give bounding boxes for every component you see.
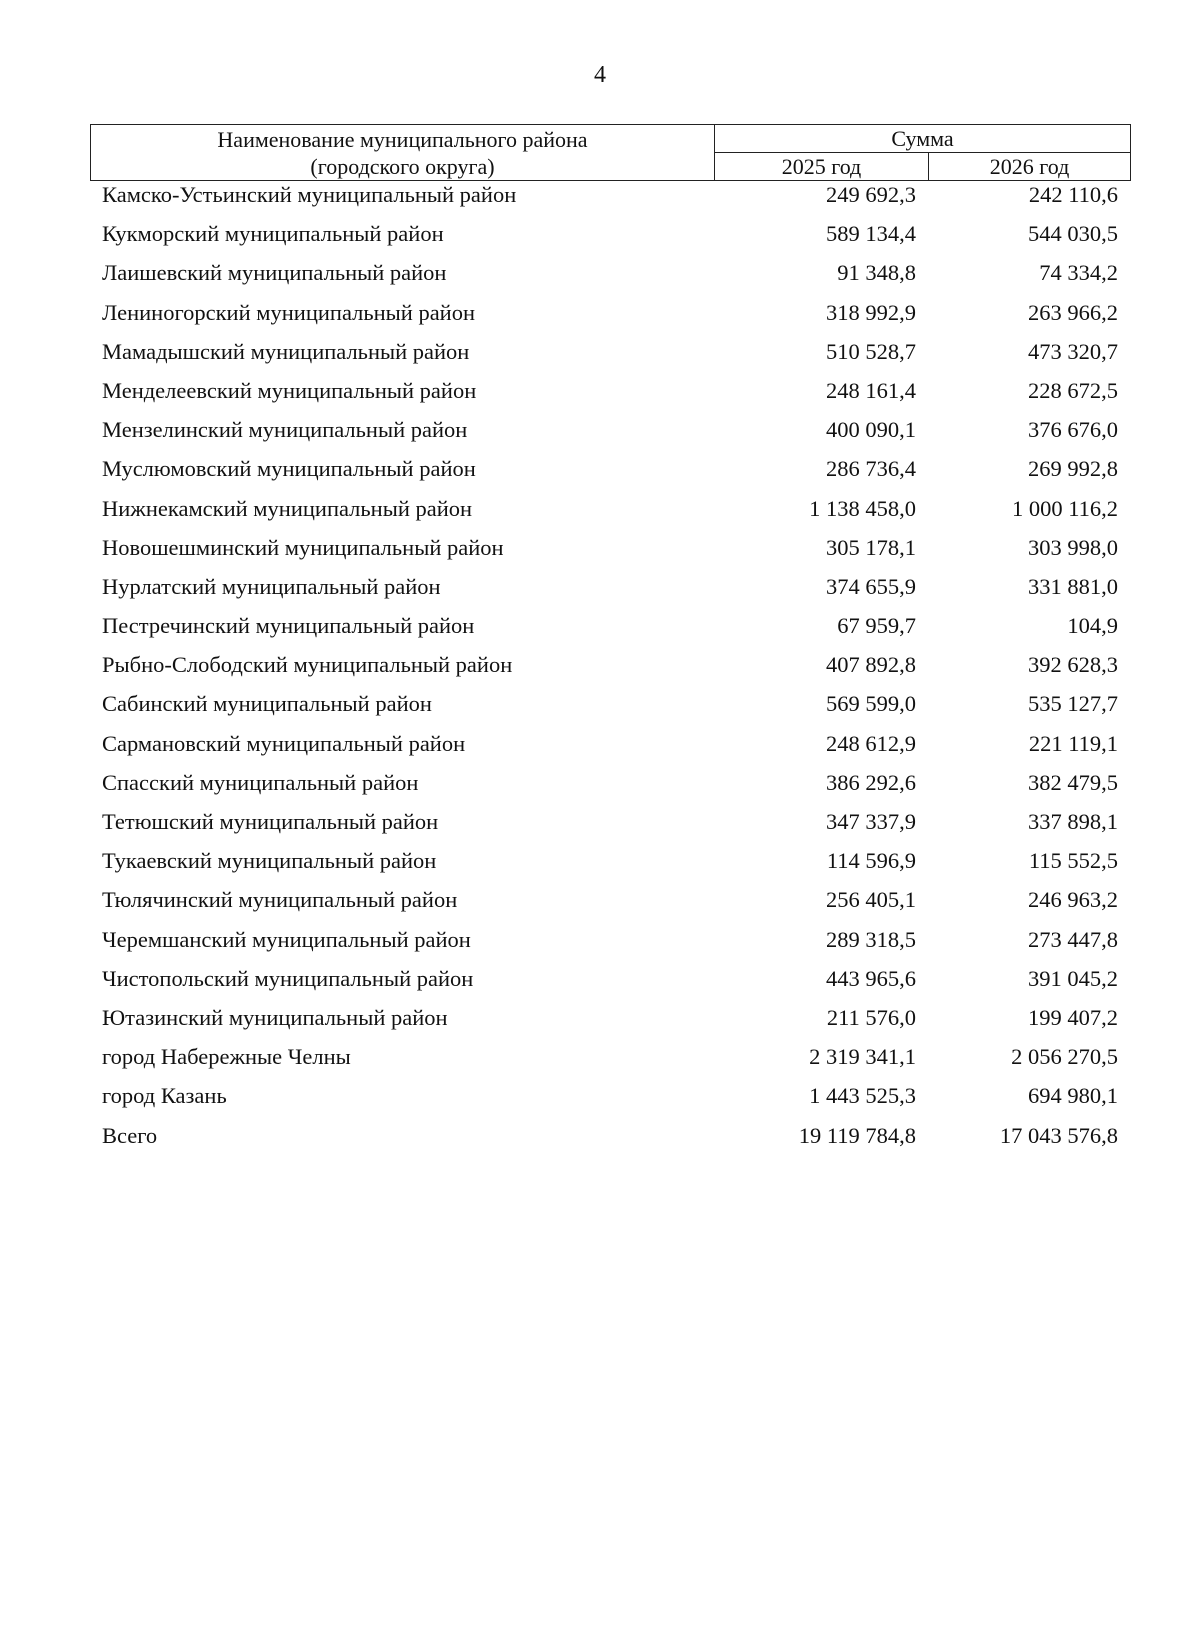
row-value-2025-cell: 305 178,1	[826, 534, 916, 560]
row-value-2026-cell: 246 963,2	[1028, 887, 1118, 913]
row-value-2025-cell: 347 337,9	[826, 809, 916, 834]
row-name-cell: Тетюшский муниципальный район	[102, 809, 439, 834]
table-body	[90, 180, 1130, 1160]
row-value-2026-cell: 269 992,8	[1028, 456, 1118, 482]
row-value-2025-cell: 318 992,9	[826, 299, 916, 325]
row-value-2026-cell: 115 552,5	[1028, 848, 1118, 874]
row-value-2026-cell: 228 672,5	[1028, 377, 1118, 403]
table-row	[90, 258, 1130, 297]
table-row	[90, 964, 1130, 1003]
table-header	[90, 124, 1131, 181]
row-value-2026-cell: 535 127,7	[1028, 691, 1118, 717]
table-row	[90, 337, 1130, 376]
row-value-2025-cell: 249 692,3	[826, 182, 916, 207]
row-value-2025-cell: 256 405,1	[826, 887, 916, 913]
table-row	[90, 925, 1130, 964]
row-name-cell: Всего	[102, 1122, 158, 1148]
table-row	[90, 768, 1130, 807]
column-header-name	[91, 125, 715, 181]
row-value-2026-cell: 473 320,7	[1028, 338, 1118, 364]
row-value-2025-cell: 589 134,4	[826, 221, 916, 247]
row-value-2026-cell: 221 119,1	[1028, 730, 1118, 756]
row-value-2026-cell: 392 628,3	[1028, 652, 1118, 678]
row-value-2026-cell: 273 447,8	[1028, 926, 1118, 952]
row-name-cell: Чистопольский муниципальный район	[102, 965, 474, 991]
table-row	[90, 180, 1130, 219]
row-name-cell: город Казань	[102, 1083, 227, 1109]
row-value-2025-cell: 407 892,8	[826, 652, 916, 678]
row-value-2026-cell: 17 043 576,8	[999, 1122, 1118, 1148]
row-value-2025-cell: 400 090,1	[826, 417, 916, 443]
row-value-2025-cell: 1 443 525,3	[809, 1083, 916, 1109]
row-value-2026-cell: 376 676,0	[1028, 417, 1118, 443]
row-name-cell: Мензелинский муниципальный район	[102, 417, 468, 443]
row-value-2025-cell: 569 599,0	[826, 691, 916, 717]
row-value-2025-cell: 286 736,4	[826, 456, 916, 482]
row-value-2025-cell: 91 348,8	[837, 260, 916, 286]
table-row	[90, 650, 1130, 689]
row-value-2026-cell: 74 334,2	[1039, 260, 1118, 286]
row-value-2026-cell: 382 479,5	[1028, 769, 1118, 795]
table-row	[90, 1042, 1130, 1081]
row-name-cell: Кукморский муниципальный район	[102, 221, 444, 247]
row-value-2025-cell: 211 576,0	[826, 1004, 916, 1030]
row-value-2026-cell: 263 966,2	[1028, 299, 1118, 325]
table-row	[90, 494, 1130, 533]
row-value-2026-cell: 1 000 116,2	[1011, 495, 1118, 521]
page-number: 4	[594, 62, 606, 88]
row-value-2026-cell: 104,9	[1067, 613, 1118, 639]
row-value-2025-cell: 248 161,4	[826, 377, 916, 403]
row-value-2026-cell: 694 980,1	[1028, 1083, 1118, 1109]
row-value-2026-cell: 331 881,0	[1028, 573, 1118, 599]
table-row	[90, 1121, 1130, 1160]
table-row	[90, 1003, 1130, 1042]
column-header-sum: Сумма	[715, 125, 1131, 153]
row-name-cell: Нурлатский муниципальный район	[102, 573, 441, 599]
table-row	[90, 533, 1130, 572]
column-header-name-line1: Наименование муниципального района	[217, 126, 588, 152]
table-row	[90, 689, 1130, 728]
row-name-cell: Муслюмовский муниципальный район	[102, 456, 476, 482]
table-row	[90, 454, 1130, 493]
row-value-2025-cell: 289 318,5	[826, 926, 916, 952]
table-row	[90, 729, 1130, 768]
row-value-2026-cell: 337 898,1	[1028, 809, 1118, 834]
row-name-cell: Тукаевский муниципальный район	[102, 848, 437, 874]
row-name-cell: Пестречинский муниципальный район	[102, 613, 475, 639]
table-row	[90, 219, 1130, 258]
table-row	[90, 807, 1130, 846]
table-row	[90, 298, 1130, 337]
row-name-cell: Сабинский муниципальный район	[102, 691, 432, 717]
table-row	[90, 572, 1130, 611]
row-name-cell: Черемшанский муниципальный район	[102, 926, 471, 952]
row-value-2025-cell: 1 138 458,0	[809, 495, 916, 521]
row-value-2025-cell: 374 655,9	[826, 573, 916, 599]
table-row	[90, 846, 1130, 885]
row-name-cell: Мамадышский муниципальный район	[102, 338, 470, 364]
column-header-2025: 2025 год	[715, 153, 929, 181]
column-header-name-line2: (городского округа)	[310, 153, 495, 179]
row-value-2025-cell: 19 119 784,8	[798, 1122, 916, 1148]
row-value-2025-cell: 510 528,7	[826, 338, 916, 364]
row-value-2026-cell: 199 407,2	[1028, 1004, 1118, 1030]
table-row	[90, 1081, 1130, 1120]
row-name-cell: Новошешминский муниципальный район	[102, 534, 504, 560]
row-name-cell: Лаишевский муниципальный район	[102, 260, 447, 286]
row-value-2025-cell: 2 319 341,1	[809, 1044, 916, 1070]
row-value-2026-cell: 544 030,5	[1028, 221, 1118, 247]
row-name-cell: Спасский муниципальный район	[102, 769, 419, 795]
row-value-2026-cell: 242 110,6	[1028, 182, 1118, 207]
row-value-2026-cell: 2 056 270,5	[1011, 1044, 1118, 1070]
row-name-cell: Рыбно-Слободский муниципальный район	[102, 652, 513, 678]
row-value-2025-cell: 443 965,6	[826, 965, 916, 991]
table-row	[90, 885, 1130, 924]
row-name-cell: Лениногорский муниципальный район	[102, 299, 476, 325]
row-name-cell: город Набережные Челны	[102, 1044, 351, 1070]
row-value-2025-cell: 67 959,7	[837, 613, 916, 639]
row-name-cell: Нижнекамский муниципальный район	[102, 495, 473, 521]
table-row	[90, 611, 1130, 650]
row-name-cell: Тюлячинский муниципальный район	[102, 887, 458, 913]
row-value-2026-cell: 303 998,0	[1028, 534, 1118, 560]
row-name-cell: Ютазинский муниципальный район	[102, 1004, 448, 1030]
row-name-cell: Менделеевский муниципальный район	[102, 377, 477, 403]
row-name-cell: Камско-Устьинский муниципальный район	[102, 182, 517, 207]
row-value-2025-cell: 248 612,9	[826, 730, 916, 756]
row-value-2025-cell: 114 596,9	[826, 848, 916, 874]
table-row	[90, 415, 1130, 454]
row-name-cell: Сармановский муниципальный район	[102, 730, 466, 756]
row-value-2025-cell: 386 292,6	[826, 769, 916, 795]
table-row	[90, 376, 1130, 415]
column-header-2026: 2026 год	[929, 153, 1131, 181]
row-value-2026-cell: 391 045,2	[1028, 965, 1118, 991]
